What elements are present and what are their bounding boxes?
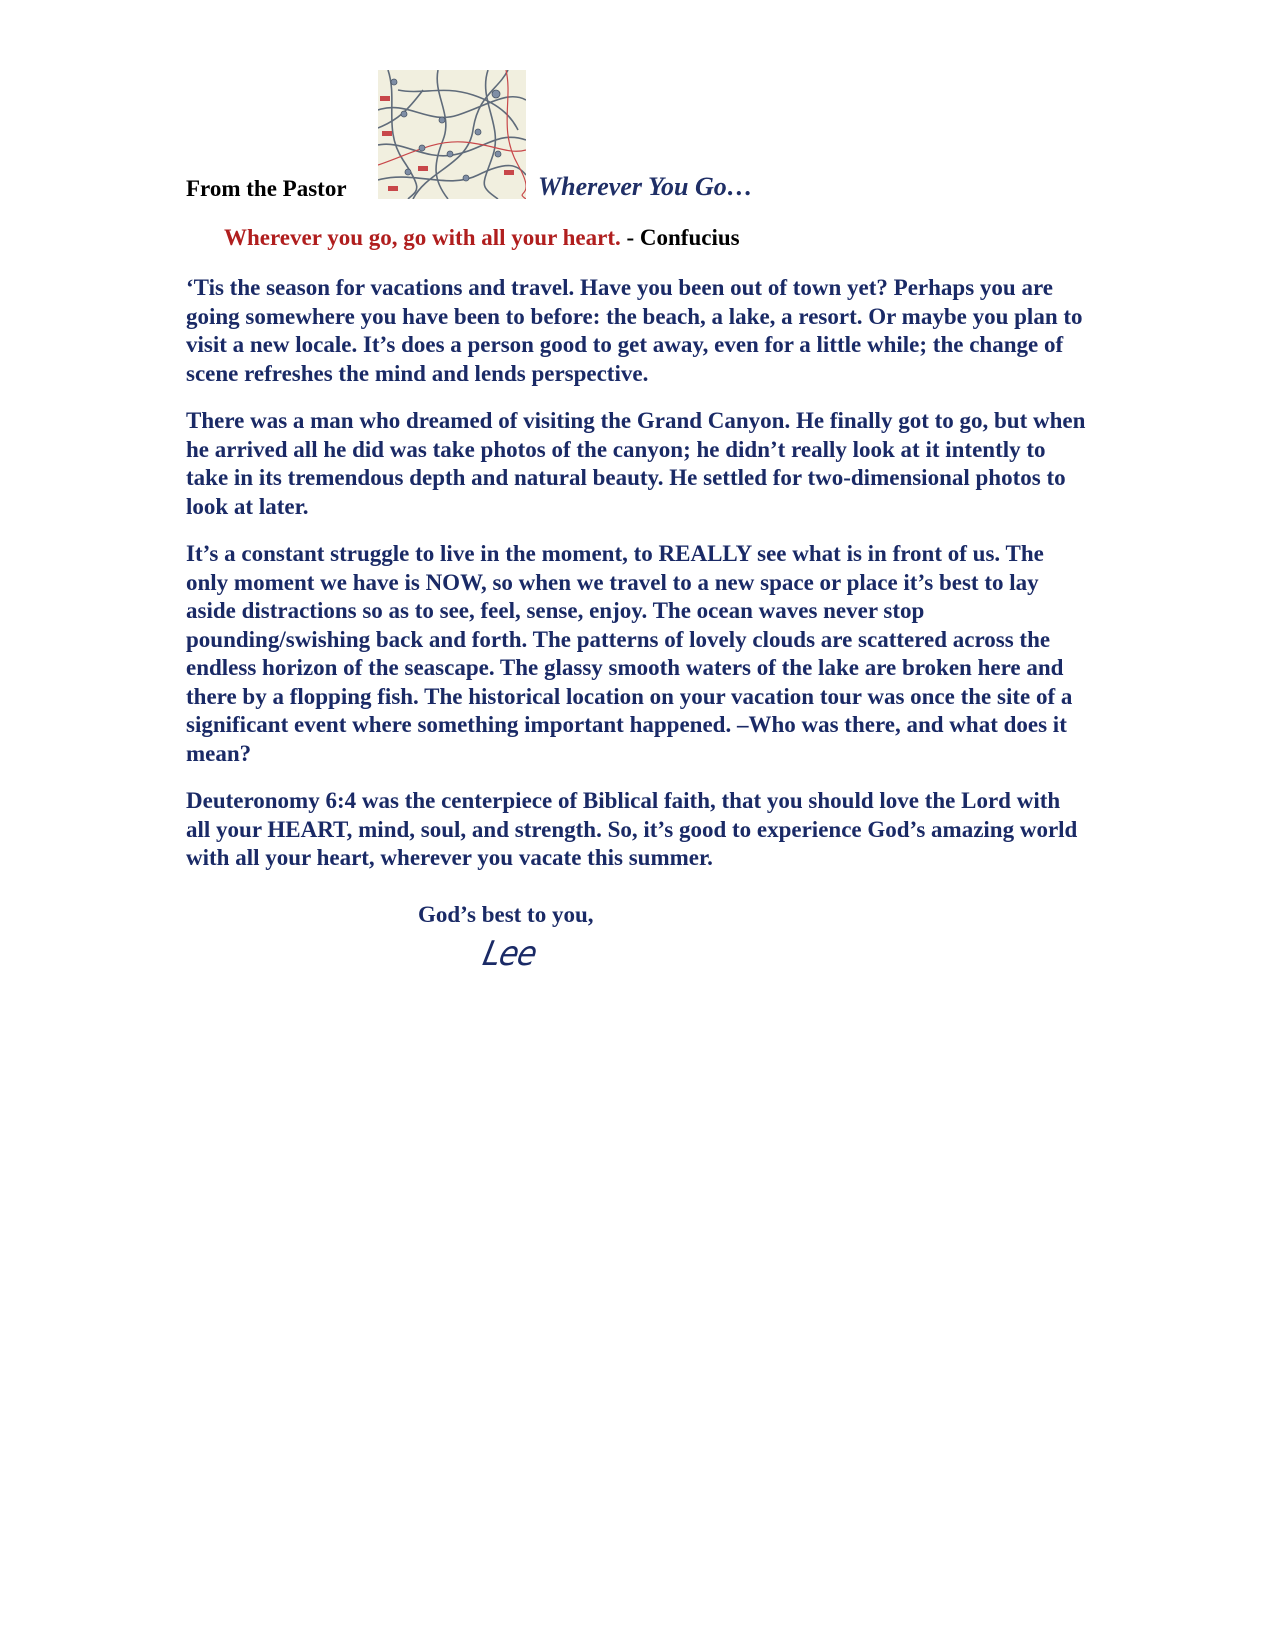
paragraph-live-in-moment: It’s a constant struggle to live in the moment, to REALLY see what is in front of us. The only moment we have is NOW, so when we travel to a new space or place it’s best to lay aside distractions so as to see, feel, sense, enjoy. The ocean waves never stop pounding/swishing back and forth. The patterns of lovely clouds are scattered across the endless horizon of the seascape. The glassy smooth waters of the lake are broken here and there by a flopping fish. The historical location on your vacation tour was once the site of a significant event where something important happened. –Who was there, and what does it mean? [186, 541, 1073, 766]
article-title: Wherever You Go… [538, 172, 753, 201]
paragraph-deuteronomy: Deuteronomy 6:4 was the centerpiece of Biblical faith, that you should love the Lord with all your HEART, mind, soul, and strength. So, it’s good to experience God’s amazing world with all your heart, wherever you vacate this summer. [186, 788, 1078, 870]
closing-line: God’s best to you, [418, 902, 594, 927]
article-body [186, 274, 1086, 892]
article-header [186, 70, 1086, 200]
paragraph-grand-canyon: There was a man who dreamed of visiting the Grand Canyon. He finally got to go, but when he arrived all he did was take photos of the canyon; he didn’t really look at it intently to take in its tremendous depth and natural beauty. He settled for two-dimensional photos to look at later. [186, 408, 1086, 519]
paragraph-vacation-season: ‘Tis the season for vacations and travel. Have you been out of town yet? Perhaps you are going somewhere you have been to before: the beach, a lake, a resort. Or maybe you plan to visit a new locale. It’s does a person good to get away, even for a little while; the change of scene refreshes the mind and lends perspective. [186, 275, 1083, 386]
road-map-image [378, 70, 526, 199]
quote-text: Wherever you go, go with all your heart. [224, 225, 621, 250]
signature: Lee [479, 934, 541, 974]
epigraph-quote [224, 225, 740, 251]
quote-separator: - [620, 225, 640, 250]
quote-author: Confucius [639, 225, 740, 250]
from-the-pastor-label: From the Pastor [186, 176, 347, 201]
